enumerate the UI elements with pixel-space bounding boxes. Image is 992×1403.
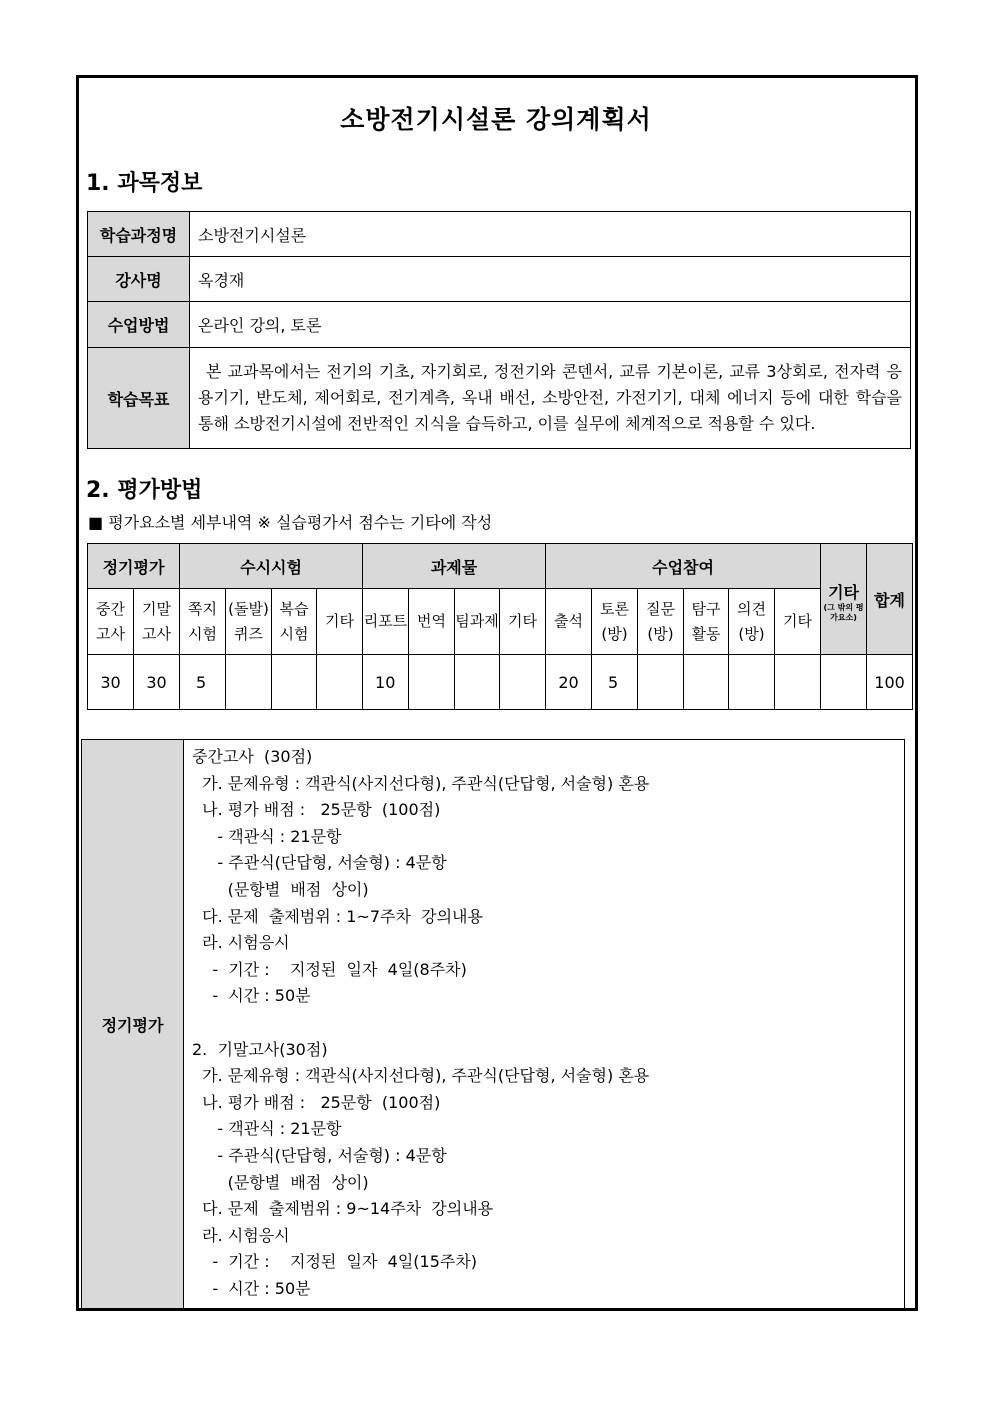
value-explore <box>684 655 729 710</box>
detail-line: (문항별 배점 상이) <box>192 1172 369 1192</box>
evaluation-note: ■ 평가요소별 세부내역 ※ 실습평가서 점수는 기타에 작성 <box>88 513 493 532</box>
detail-line: 나. 평가 배점 : 25문항 (100점) <box>192 800 441 820</box>
sub-task-etc: 기타 <box>500 589 546 655</box>
detail-line: - 객관식 : 21문항 <box>192 1119 342 1139</box>
value-participation-etc <box>775 655 821 710</box>
value-team-task <box>455 655 500 710</box>
section-heading-course-info: 1. 과목정보 <box>86 171 203 196</box>
sub-report: 리포트 <box>363 589 409 655</box>
goal-text: 본 교과목에서는 전기의 기초, 자기회로, 정전기와 콘덴서, 교류 기본이론, 교류 3상회로, 전자력 응용기기, 반도체, 제어회로, 전기계측, 옥내 배선, 소방안전, 가전기기, 대체 에너지 등에 대한 학습을 통해 소방전기시설에 전반적인 지식을 습득하고, 이를 실무에 체계적으로 적용할 수 있다. <box>198 362 902 433</box>
value-test-etc <box>317 655 363 710</box>
sub-test-etc: 기타 <box>317 589 363 655</box>
sub-team-task: 팀과제 <box>455 589 500 655</box>
value-etc <box>821 655 867 710</box>
sub-pop-quiz: (돌발) 퀴즈 <box>226 589 272 655</box>
detail-line: 가. 문제유형 : 객관식(사지선다형), 주관식(단답형, 서술형) 혼용 <box>192 773 650 793</box>
sub-discussion: 토론 (방) <box>592 589 638 655</box>
instructor-value: 옥경재 <box>190 257 911 302</box>
group-participation: 수업참여 <box>546 544 821 589</box>
course-name-label: 학습과정명 <box>88 212 190 257</box>
sub-attendance: 출석 <box>546 589 592 655</box>
detail-line: 다. 문제 출제범위 : 1~7주차 강의내용 <box>192 906 483 926</box>
value-final: 30 <box>134 655 180 710</box>
detail-line: 라. 시험응시 <box>192 1225 290 1245</box>
detail-line: (문항별 배점 상이) <box>192 879 369 899</box>
page-title: 소방전기시설론 강의계획서 <box>340 105 652 134</box>
course-info-table <box>87 211 911 449</box>
sub-explore: 탐구 활동 <box>684 589 729 655</box>
section-heading-evaluation: 2. 평가방법 <box>86 478 203 503</box>
detail-line: - 시간 : 50분 <box>192 1278 311 1298</box>
sub-participation-etc: 기타 <box>775 589 821 655</box>
value-translation <box>409 655 455 710</box>
detail-line: - 기간 : 지정된 일자 4일(15주차) <box>192 1252 478 1272</box>
sub-review-test: 복습 시험 <box>272 589 317 655</box>
detail-line: - 기간 : 지정된 일자 4일(8주차) <box>192 959 467 979</box>
group-etc-sublabel: (그 밖의 평가요소) <box>823 602 864 622</box>
group-regular-eval: 정기평가 <box>88 544 180 589</box>
instructor-label: 강사명 <box>88 257 190 302</box>
sub-midterm: 중간 고사 <box>88 589 134 655</box>
method-value: 온라인 강의, 토론 <box>190 302 911 348</box>
detail-line: - 주관식(단답형, 서술형) : 4문항 <box>192 853 447 873</box>
sub-opinion: 의견 (방) <box>729 589 775 655</box>
course-name-value: 소방전기시설론 <box>190 212 911 257</box>
group-assignment: 과제물 <box>363 544 546 589</box>
value-discussion: 5 <box>592 655 638 710</box>
goal-value <box>190 348 911 449</box>
detail-line: - 시간 : 50분 <box>192 986 311 1006</box>
group-etc-label: 기타 <box>828 582 859 602</box>
sub-quiz: 쪽지 시험 <box>180 589 226 655</box>
detail-label: 정기평가 <box>82 740 184 1309</box>
group-frequent-test: 수시시험 <box>180 544 363 589</box>
detail-line: - 객관식 : 21문항 <box>192 826 342 846</box>
value-quiz: 5 <box>180 655 226 710</box>
detail-line: 2. 기말고사(30점) <box>192 1039 328 1059</box>
value-attendance: 20 <box>546 655 592 710</box>
detail-line: 가. 문제유형 : 객관식(사지선다형), 주관식(단답형, 서술형) 혼용 <box>192 1066 650 1086</box>
detail-line: 나. 평가 배점 : 25문항 (100점) <box>192 1092 441 1112</box>
detail-line: 중간고사 (30점) <box>192 747 313 766</box>
value-midterm: 30 <box>88 655 134 710</box>
value-report: 10 <box>363 655 409 710</box>
sub-question: 질문 (방) <box>638 589 684 655</box>
value-opinion <box>729 655 775 710</box>
regular-eval-detail-table <box>81 739 905 1309</box>
value-question <box>638 655 684 710</box>
goal-label: 학습목표 <box>88 348 190 449</box>
sub-translation: 번역 <box>409 589 455 655</box>
value-total: 100 <box>867 655 913 710</box>
value-task-etc <box>500 655 546 710</box>
group-total: 합계 <box>867 544 913 655</box>
group-etc <box>821 544 867 655</box>
detail-line: 라. 시험응시 <box>192 933 290 953</box>
evaluation-table <box>87 543 913 710</box>
sub-final: 기말 고사 <box>134 589 180 655</box>
detail-line: 다. 문제 출제범위 : 9~14주차 강의내용 <box>192 1199 494 1219</box>
detail-blank-line <box>192 1010 896 1037</box>
method-label: 수업방법 <box>88 302 190 348</box>
value-review-test <box>272 655 317 710</box>
detail-line: - 주관식(단답형, 서술형) : 4문항 <box>192 1145 447 1165</box>
value-pop-quiz <box>226 655 272 710</box>
detail-body <box>184 740 905 1309</box>
